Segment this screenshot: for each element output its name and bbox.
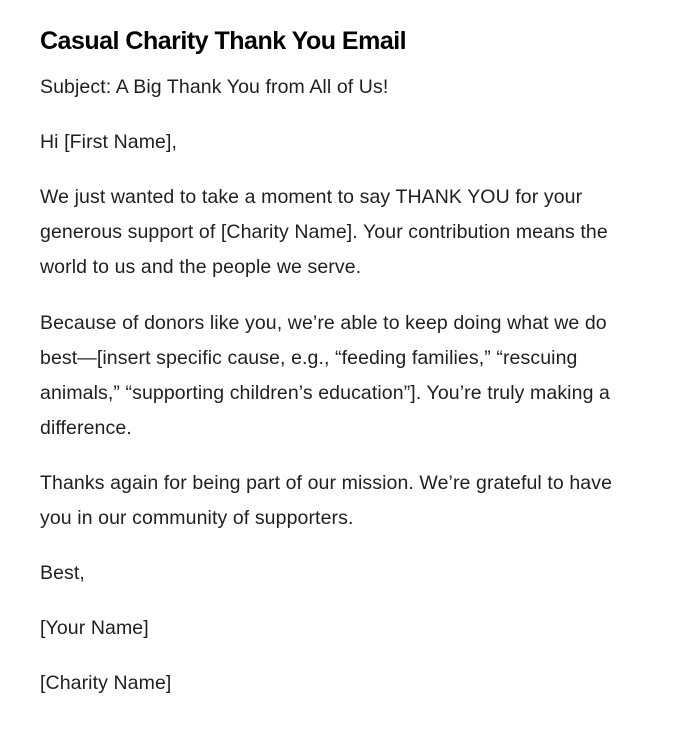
email-body-paragraph-1: We just wanted to take a moment to say THANK YOU for your generous support of [Charity Name]. Your contribution means the world to us and the people we serve. — [40, 186, 608, 278]
email-subject-line: Subject: A Big Thank You from All of Us! — [40, 76, 389, 98]
email-sender-name: [Your Name] — [40, 617, 149, 639]
email-signoff: Best, — [40, 562, 85, 584]
email-body-paragraph-2: Because of donors like you, we’re able to keep doing what we do best—[insert specific cause, e.g., “feeding families,” “rescuing animals,” “supporting children’s education”]. You’re truly making a difference. — [40, 312, 610, 439]
email-greeting: Hi [First Name], — [40, 131, 178, 153]
document-title: Casual Charity Thank You Email — [40, 27, 407, 55]
email-sender-organization: [Charity Name] — [40, 672, 172, 694]
email-body-paragraph-3: Thanks again for being part of our mission. We’re grateful to have you in our community of supporters. — [40, 472, 613, 529]
